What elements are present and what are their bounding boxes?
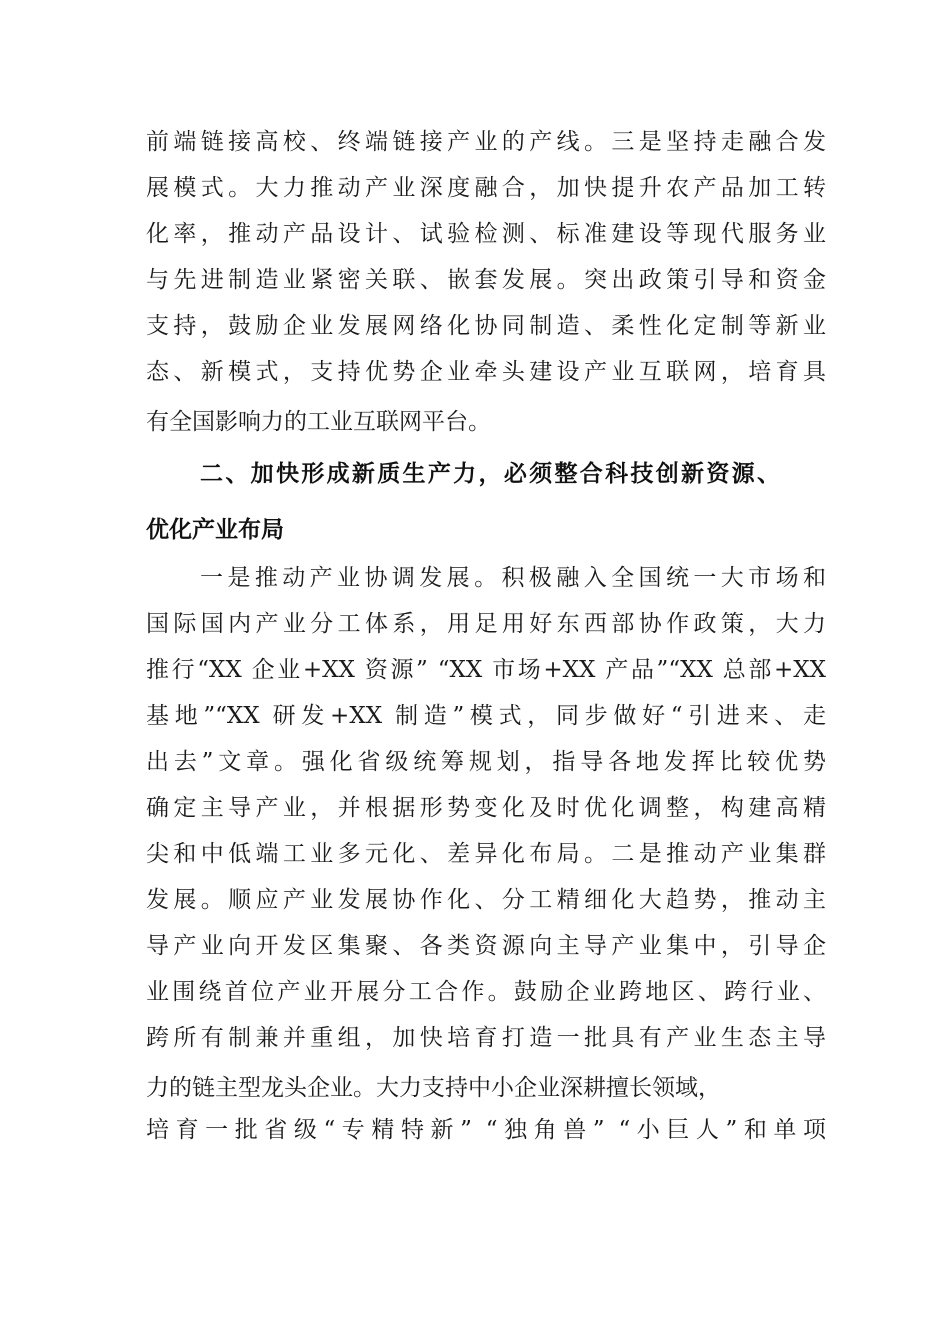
paragraph-line: 基地”“XX 研发+XX 制造”模式，同步做好“引进来、走	[146, 703, 826, 729]
section-heading: 优化产业布局	[146, 517, 284, 543]
paragraph-line: 业围绕首位产业开展分工合作。鼓励企业跨地区、跨行业、	[146, 979, 826, 1005]
paragraph-line: 态、新模式，支持优势企业牵头建设产业互联网，培育具	[146, 359, 826, 385]
paragraph-line: 与先进制造业紧密关联、嵌套发展。突出政策引导和资金	[146, 267, 826, 293]
paragraph-line: 尖和中低端工业多元化、差异化布局。二是推动产业集群	[146, 841, 826, 867]
paragraph-line: 确定主导产业，并根据形势变化及时优化调整，构建高精	[146, 795, 826, 821]
paragraph-line: 有全国影响力的工业互联网平台。	[146, 409, 491, 435]
paragraph-line: 跨所有制兼并重组，加快培育打造一批具有产业生态主导	[146, 1025, 826, 1051]
paragraph-line: 化率，推动产品设计、试验检测、标准建设等现代服务业	[146, 221, 826, 247]
paragraph-line: 出去”文章。强化省级统筹规划，指导各地发挥比较优势	[146, 749, 826, 775]
paragraph-line: 发展。顺应产业发展协作化、分工精细化大趋势，推动主	[146, 887, 826, 913]
paragraph-line: 推行“XX 企业+XX 资源” “XX 市场+XX 产品”“XX 总部+XX	[146, 657, 826, 683]
paragraph-line: 国际国内产业分工体系，用足用好东西部协作政策，大力	[146, 611, 826, 637]
paragraph-line: 前端链接高校、终端链接产业的产线。三是坚持走融合发	[146, 129, 826, 155]
paragraph-line: 展模式。大力推动产业深度融合，加快提升农产品加工转	[146, 175, 826, 201]
paragraph-line: 导产业向开发区集聚、各类资源向主导产业集中，引导企	[146, 933, 826, 959]
paragraph-line: 支持，鼓励企业发展网络化协同制造、柔性化定制等新业	[146, 313, 826, 339]
paragraph-line: 培育一批省级“专精特新” “独角兽” “小巨人”和单项	[146, 1117, 826, 1143]
section-heading: 二、加快形成新质生产力，必须整合科技创新资源、	[200, 461, 780, 487]
paragraph-line: 一是推动产业协调发展。积极融入全国统一大市场和	[200, 565, 826, 591]
paragraph-line: 力的链主型龙头企业。大力支持中小企业深耕擅长领域，	[146, 1075, 721, 1101]
